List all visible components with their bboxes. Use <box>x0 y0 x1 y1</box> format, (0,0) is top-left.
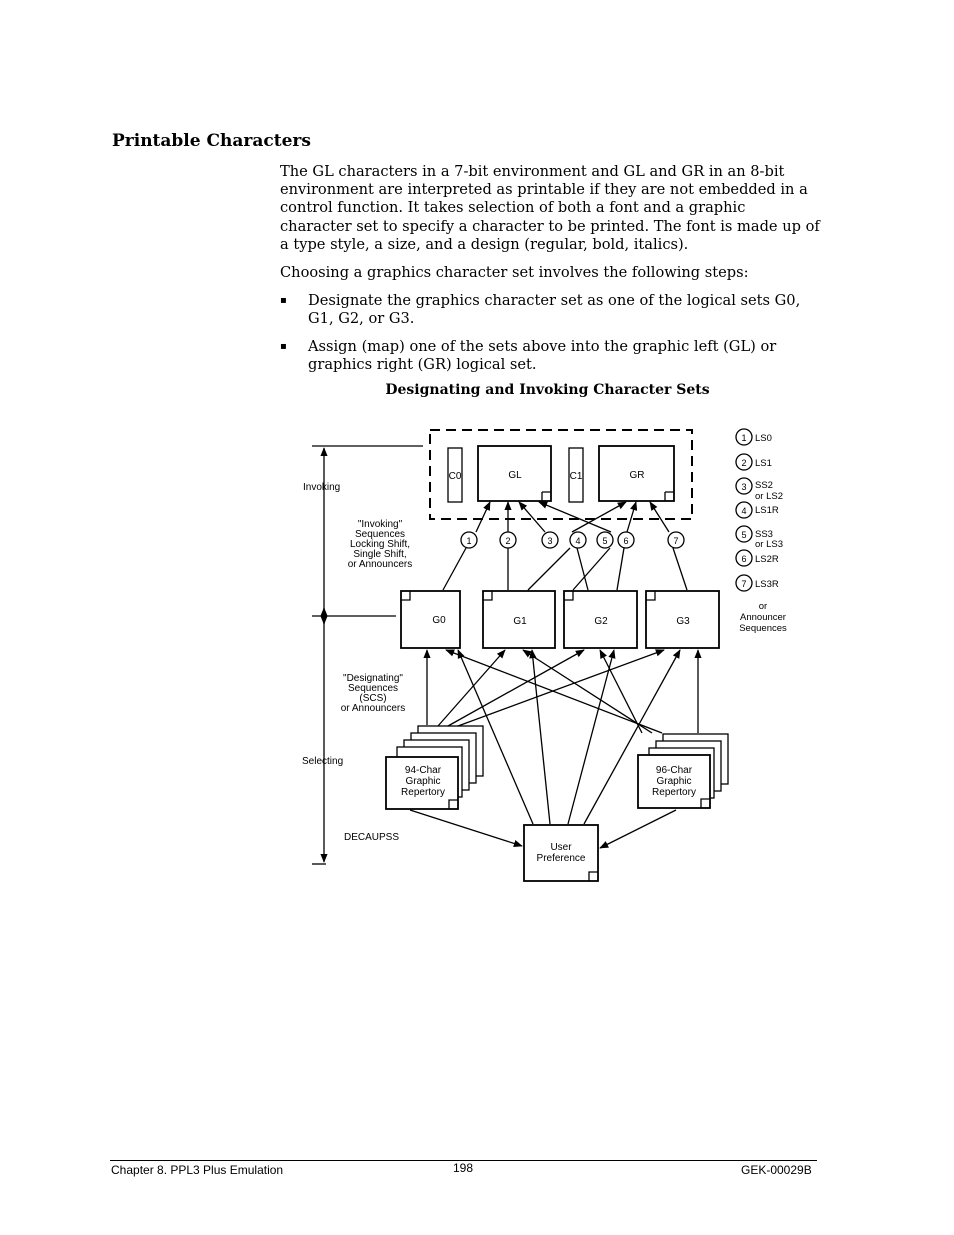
user-pref-line: Preference <box>536 853 586 864</box>
legend-footer: Announcer <box>740 612 786 623</box>
invoking-seq-line: or Announcers <box>347 559 413 570</box>
c1-label: C1 <box>569 471 583 482</box>
legend-text: SS3 <box>755 529 773 540</box>
designating-seq-line: (SCS) <box>359 693 387 704</box>
g2-label: G2 <box>594 616 608 627</box>
paragraph-gl-characters: The GL characters in a 7-bit environment and GL and GR in an 8-bit environment are interpreted as printable if they are not embedded in a control function. It takes selection of both a font and a graphic character set to specify a character to be printed. The font is made up of a type style, a size, and a design (regular, bold, italics). <box>280 163 820 253</box>
c0-label: C0 <box>448 471 462 482</box>
invoking-seq-line: "Invoking" <box>357 519 403 530</box>
circle-number: 5 <box>602 536 608 546</box>
g3-label: G3 <box>676 616 690 627</box>
legend-text: or LS2 <box>755 491 783 502</box>
g1-label: G1 <box>513 616 527 627</box>
designating-seq-line: "Designating" <box>343 673 403 684</box>
circle-number: 7 <box>673 536 679 546</box>
rep96-line: Graphic <box>656 776 692 787</box>
footer-doc-id: GEK-00029B <box>741 1163 812 1177</box>
bullet-mark: ▪ <box>280 295 287 306</box>
bullet-text-assign: Assign (map) one of the sets above into the graphic left (GL) or graphics right (GR) logical set. <box>308 338 777 374</box>
bullet-mark: ▪ <box>280 341 287 352</box>
user-pref-line: User <box>550 842 572 853</box>
legend-number: 5 <box>741 530 747 540</box>
circle-number: 4 <box>575 536 581 546</box>
circle-number: 2 <box>505 536 511 546</box>
legend-number: 1 <box>741 433 747 443</box>
rep94-line: Graphic <box>405 776 441 787</box>
designating-seq-line: Sequences <box>347 683 399 694</box>
circle-number: 6 <box>623 536 629 546</box>
invoking-label: Invoking <box>303 482 341 493</box>
selecting-label: Selecting <box>302 756 344 767</box>
paragraph-steps-intro: Choosing a graphics character set involves the following steps: <box>280 264 749 281</box>
bullet-text-designate: Designate the graphics character set as one of the logical sets G0, G1, G2, or G3. <box>308 292 801 328</box>
legend-text: LS0 <box>755 433 772 444</box>
legend-number: 2 <box>741 458 747 468</box>
legend-text: or LS3 <box>755 539 783 550</box>
legend-footer: Sequences <box>739 623 787 634</box>
legend-number: 3 <box>741 482 747 492</box>
bullet-item <box>280 338 820 374</box>
rep94-line: 94-Char <box>404 765 442 776</box>
designating-seq-line: or Announcers <box>340 703 406 714</box>
rep96-line: Repertory <box>652 787 696 798</box>
gr-label: GR <box>629 470 645 481</box>
legend-number: 7 <box>741 579 747 589</box>
circle-number: 1 <box>466 536 472 546</box>
character-set-diagram <box>288 420 818 895</box>
rep94-line: Repertory <box>401 787 445 798</box>
invoking-seq-line: Sequences <box>354 529 406 540</box>
legend-text: LS2R <box>755 554 779 565</box>
invoking-seq-line: Single Shift, <box>353 549 407 560</box>
legend-number: 4 <box>741 506 747 516</box>
legend-text: SS2 <box>755 480 773 491</box>
invoking-seq-line: Locking Shift, <box>349 539 411 550</box>
gl-label: GL <box>508 470 522 481</box>
g0-label: G0 <box>432 615 446 626</box>
page-number: 198 <box>453 1161 474 1175</box>
legend-text: LS1R <box>755 505 779 516</box>
figure-title: Designating and Invoking Character Sets <box>385 382 710 398</box>
legend-text: LS3R <box>755 579 779 590</box>
rep96-line: 96-Char <box>655 765 693 776</box>
legend-footer: or <box>758 601 768 612</box>
legend-text: LS1 <box>755 458 772 469</box>
legend-number: 6 <box>741 554 747 564</box>
bullet-item <box>280 292 820 328</box>
circle-number: 3 <box>547 536 553 546</box>
decaupss-label: DECAUPSS <box>344 832 400 843</box>
footer-chapter: Chapter 8. PPL3 Plus Emulation <box>111 1163 284 1177</box>
section-heading: Printable Characters <box>112 131 311 151</box>
